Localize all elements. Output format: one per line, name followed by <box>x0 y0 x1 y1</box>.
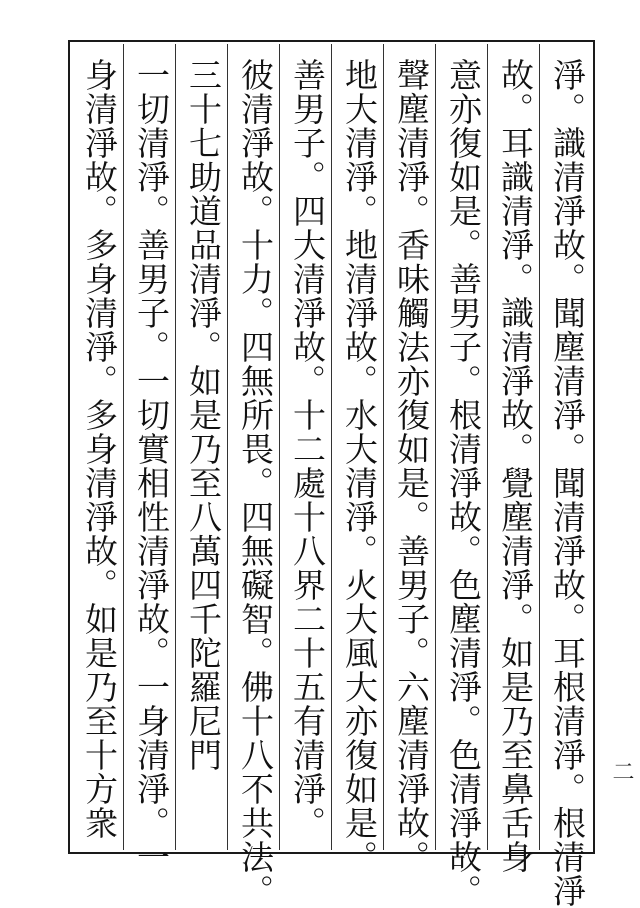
text-column-4 <box>383 44 435 874</box>
column-text-8: 三十七助道品清淨。如是乃至八萬四千陀羅尼門 <box>184 58 223 772</box>
text-column-5 <box>331 44 383 874</box>
column-text-2: 故。耳識清淨。識清淨故。覺塵清淨。如是乃至鼻舌身 <box>496 58 535 874</box>
column-text-10: 身清淨故。多身清淨。多身清淨故。如是乃至十方衆 <box>80 58 119 840</box>
text-column-7 <box>227 44 279 908</box>
text-columns <box>72 44 591 908</box>
column-text-6: 善男子。四大清淨故。十二處十八界二十五有清淨。 <box>288 58 327 840</box>
column-text-4: 聲塵清淨。香味觸法亦復如是。善男子。六塵清淨故。 <box>392 58 431 874</box>
text-column-1 <box>539 44 591 908</box>
column-text-1: 淨。識清淨故。聞塵清淨。聞清淨故。耳根清淨。根清淨 <box>548 58 587 908</box>
page-number: 二 <box>609 760 634 782</box>
text-column-8 <box>175 44 227 850</box>
column-text-7: 彼清淨故。十力。四無所畏。四無礙智。佛十八不共法。 <box>236 58 275 908</box>
text-column-6 <box>279 44 331 850</box>
column-text-5: 地大清淨。地清淨故。水大清淨。火大風大亦復如是。 <box>340 58 379 874</box>
column-text-9: 一切清淨。善男子。一切實相性清淨故。一身清淨。一 <box>132 58 171 874</box>
text-column-3 <box>435 44 487 908</box>
text-column-9 <box>123 44 175 874</box>
text-column-2 <box>487 44 539 874</box>
text-frame <box>68 40 595 908</box>
text-column-10 <box>72 44 123 850</box>
column-text-3: 意亦復如是。善男子。根清淨故。色塵清淨。色清淨故。 <box>444 58 483 908</box>
